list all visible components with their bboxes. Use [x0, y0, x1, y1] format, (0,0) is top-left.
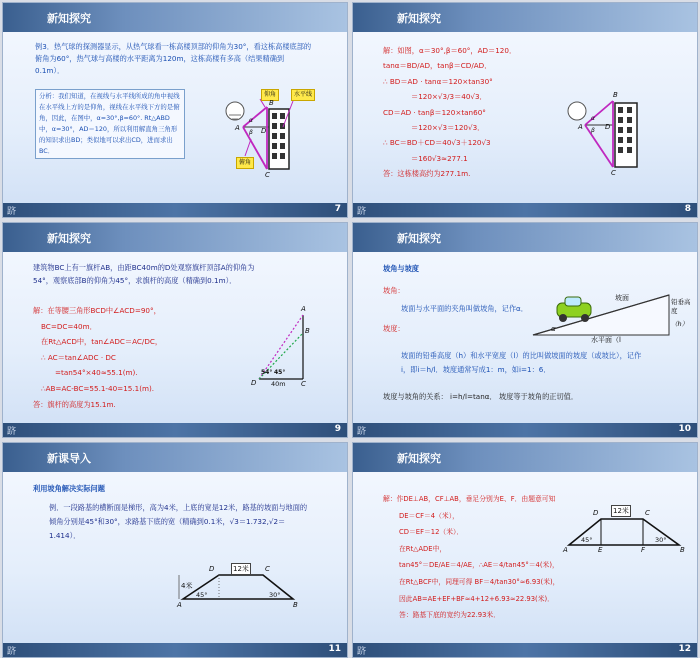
label-c: C [265, 171, 270, 179]
slope-angle-def: 坡面与水平面的夹角叫做坡角，记作α． [401, 304, 528, 313]
label-a: A [301, 305, 306, 313]
slide-title: 新知探究 [397, 12, 441, 25]
solution-line: ＝120×√3/3＝40√3． [411, 92, 487, 102]
slide-title: 新知探究 [47, 232, 91, 245]
solution-line: 在Rt△BCF中，同理可得 BF＝4/tan30°≈6.93(米)， [399, 577, 560, 586]
slide-title: 新知探究 [397, 452, 441, 465]
solution-line: ＝160√3≈277.1 [411, 153, 468, 163]
label-a: A [578, 123, 583, 131]
slide-title: 新知探究 [47, 12, 91, 25]
slide-8[interactable] [352, 2, 698, 218]
slope-angle-title: 坡角： [383, 286, 405, 295]
gradient-title: 坡度： [383, 324, 405, 333]
solution-line: ∴ BC＝BD＋CD＝40√3＋120√3 [383, 138, 491, 148]
gradient-def: 坡面的铅垂高度（h）和水平宽度（l）的比叫做坡面的坡度（或坡比），记作 i，即i＝h/l．坡度通常写成1：m，如i=1：6． [401, 351, 642, 374]
slope-surface-label: 坡面 [615, 294, 629, 302]
label-b: B [269, 99, 274, 107]
h-label: （h） [671, 320, 689, 328]
top-width-label: 12米 [233, 565, 249, 573]
balloon-icon [226, 102, 244, 120]
horizontal-label: 水平面（l [591, 336, 621, 344]
label-beta: β [591, 127, 595, 134]
slide-10[interactable] [352, 222, 698, 438]
distance-label: 40m [271, 380, 286, 388]
page-number: 12 [678, 644, 691, 654]
solution-line: BC=DC=40m． [41, 321, 97, 331]
balloon-icon [568, 102, 586, 120]
label-c: C [301, 380, 306, 388]
angle-54: 54° [261, 369, 273, 376]
page-number: 11 [328, 644, 341, 654]
car-icon [557, 297, 591, 322]
top-width-label: 12米 [613, 507, 629, 515]
label-b: B [293, 601, 298, 609]
label-beta: β [249, 129, 253, 136]
solution-line: ∴AB=AC-BC=55.1-40=15.1(m). [41, 383, 155, 393]
slide-9[interactable] [2, 222, 348, 438]
angle-30: 30° [269, 591, 281, 599]
page-number: 8 [684, 204, 691, 214]
label-b: B [305, 327, 310, 335]
page-number: 9 [334, 424, 341, 434]
solution-line: CD＝EF＝12（米）． [399, 528, 464, 537]
page-number: 10 [678, 424, 691, 434]
label-e: E [598, 546, 603, 554]
solution-line: CD＝AD · tanβ＝120×tan60° [383, 107, 486, 117]
section-title: 坡角与坡度 [383, 264, 419, 273]
alpha-label: α [551, 325, 556, 333]
slide-11[interactable] [2, 442, 348, 658]
relation-text: 坡度与坡角的关系： i=h/l=tanα． 坡度等于坡角的正切值． [383, 392, 579, 401]
label-d: D [209, 565, 215, 573]
angle-30: 30° [655, 536, 667, 544]
solution-line: 解：在等腰三角形BCD中∠ACD=90°， [33, 306, 161, 315]
solution-line: ＝120×√3＝120√3． [411, 123, 485, 133]
angle-45: 45° [274, 369, 286, 376]
page-number: 7 [334, 204, 341, 214]
angle-45: 45° [196, 591, 208, 599]
slide-12[interactable] [352, 442, 698, 658]
label-b: B [680, 546, 685, 554]
slide-title: 新课导入 [47, 452, 91, 465]
label-c: C [611, 169, 616, 177]
slide-footer: 跻 12 [353, 643, 697, 657]
solution-line: 解：如图，α＝30°,β＝60°，AD＝120． [383, 46, 517, 55]
slide-title: 新知探究 [397, 232, 441, 245]
solution-line: tanα＝BD/AD，tanβ＝CD/AD． [383, 61, 492, 71]
label-a: A [177, 601, 182, 609]
label-d: D [593, 509, 599, 517]
slide-footer: 跻 10 [353, 423, 697, 437]
vertical-height-label: 铅垂高度 [671, 298, 691, 315]
label-alpha: α [249, 117, 253, 124]
analysis-box: 分析：我们知道，在视线与水平线所成的角中视线在水平线上方的是仰角，视线在水平线下方的是俯角，因此，在图中，α=30°,β=60°. Rt△ABD中，α=30°，AD＝120，所以利用解直角三角形的知识求出BD；类似地可以求出CD，进而求出BC． [35, 89, 185, 159]
problem-text: 例．一段路基的横断面是梯形，高为4米，上底的宽是12米，路基的坡面与地面的倾角分别是45°和30°，求路基下底的宽（精确到0.1米，√3＝1.732,√2＝1.414）． [49, 503, 308, 540]
horizontal-line-tag: 水平线 [291, 89, 315, 101]
solution-line: ∴ AC＝tan∠ADC · DC [41, 352, 116, 362]
label-c: C [645, 509, 650, 517]
height-label: 4米 [181, 582, 193, 590]
label-b: B [613, 91, 618, 99]
label-a: A [235, 124, 240, 132]
solution-line: 答：路基下底的宽约为22.93米． [399, 611, 501, 620]
solution-line: 在Rt△ADE中， [399, 544, 447, 553]
solution-line: 因此AB=AE+EF+BF≈4+12+6.93≈22.93(米)． [399, 594, 554, 603]
problem-text: 建筑物BC上有一旗杆AB，由距BC40m的D处观察旗杆顶部A的仰角为54°，观察底部B的仰角为45°，求旗杆的高度（精确到0.1m）． [33, 263, 255, 285]
section-title: 利用坡角解决实际问题 [33, 484, 105, 493]
label-d: D [261, 127, 267, 135]
solution-line: DE＝CF＝4（米）， [399, 511, 459, 520]
label-c: C [265, 565, 270, 573]
angle-45: 45° [581, 536, 593, 544]
elevation-angle-tag: 仰角 [261, 89, 279, 101]
depression-angle-tag: 俯角 [236, 157, 254, 169]
label-d: D [605, 123, 611, 131]
label-a: A [563, 546, 568, 554]
slide-7[interactable] [2, 2, 348, 218]
label-alpha: α [591, 115, 595, 122]
slide-footer: 跻 8 [353, 203, 697, 217]
solution-line: 答：旗杆的高度为15.1m. [33, 399, 116, 409]
solution-line: ∴ BD＝AD · tanα＝120×tan30° [383, 76, 493, 86]
solution-line: tan45°＝DE/AE＝4/AE，∴AE＝4/tan45°＝4(米)， [399, 561, 559, 570]
label-f: F [641, 546, 646, 554]
slide-footer: 跻 9 [3, 423, 347, 437]
slide-footer: 跻 7 [3, 203, 347, 217]
solution-line: 在Rt△ACD中，tan∠ADC＝AC/DC， [41, 337, 163, 347]
solution-line: 解：作DE⊥AB，CF⊥AB，垂足分别为E、F．由题意可知 [383, 495, 556, 503]
label-d: D [251, 379, 257, 387]
solution-line: 答：这栋楼高约为277.1m. [383, 169, 471, 179]
slide-footer: 跻 11 [3, 643, 347, 657]
solution-line: =tan54°×40≈55.1(m). [55, 368, 138, 378]
example-text: 例3．热气球的探测器显示，从热气球看一栋高楼顶部的仰角为30°，看这栋高楼底部的俯角为60°，热气球与高楼的水平距离为120m，这栋高楼有多高（结果精确到0.1m）． [35, 42, 312, 75]
